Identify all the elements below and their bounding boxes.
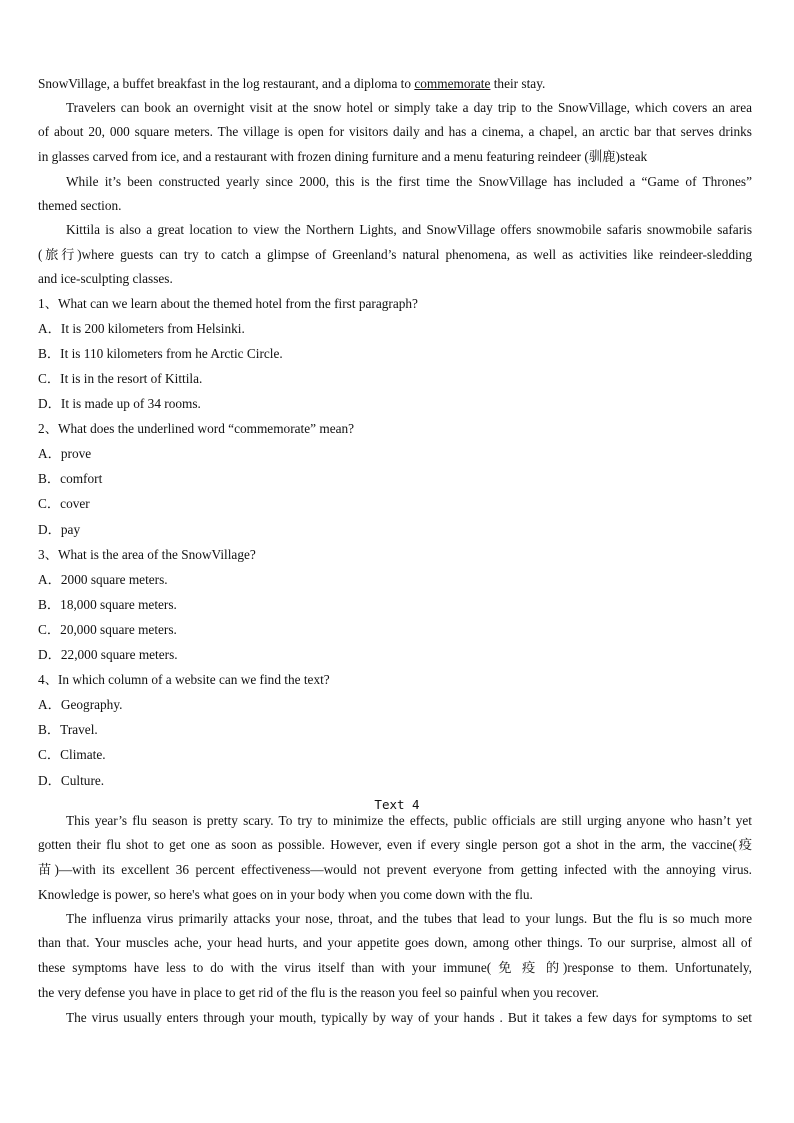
- text: their stay.: [490, 76, 546, 91]
- paragraph-line: Travelers can book an overnight visit at the snow hotel or simply take a day trip to the SnowVillage, which covers an area: [66, 100, 752, 115]
- question-3: 3、What is the area of the SnowVillage?: [38, 547, 256, 562]
- paragraph-line: Kittila is also a great location to view the Northern Lights, and SnowVillage offers snowmobile safaris snowmobile safaris: [66, 222, 752, 237]
- paragraph-line: The virus usually enters through your mouth, typically by way of your hands . But it takes a few days for symptoms to set: [66, 1010, 752, 1025]
- paragraph-line: While it’s been constructed yearly since 2000, this is the first time the SnowVillage has included a “Game of Thrones”: [66, 174, 752, 189]
- option-3b: B．18,000 square meters.: [38, 597, 177, 612]
- paragraph-line: Knowledge is power, so here's what goes on in your body when you come down with the flu.: [38, 887, 533, 902]
- option-4b: B．Travel.: [38, 722, 98, 737]
- paragraph-line: themed section.: [38, 198, 122, 213]
- paragraph-line: 苗)—with its excellent 36 percent effectiveness—would not prevent everyone from getting infected with the annoying virus.: [38, 862, 752, 877]
- option-1b: B．It is 110 kilometers from he Arctic Circle.: [38, 346, 283, 361]
- option-3a: A．2000 square meters.: [38, 572, 168, 587]
- paragraph-line: (旅行)where guests can try to catch a glimpse of Greenland’s natural phenomena, as well as activities like reindeer-sledding: [38, 247, 752, 262]
- option-1d: D．It is made up of 34 rooms.: [38, 396, 201, 411]
- option-4d: D．Culture.: [38, 773, 105, 788]
- option-2a: A．prove: [38, 446, 92, 461]
- option-2d: D．pay: [38, 522, 81, 537]
- option-2b: B．comfort: [38, 471, 103, 486]
- question-1: 1、What can we learn about the themed hotel from the first paragraph?: [38, 296, 418, 311]
- paragraph-line: the very defense you have in place to get rid of the flu is the reason you feel so painful when you recover.: [38, 985, 599, 1000]
- option-4c: C．Climate.: [38, 747, 106, 762]
- option-3d: D．22,000 square meters.: [38, 647, 178, 662]
- paragraph-line: The influenza virus primarily attacks your nose, throat, and the tubes that lead to your lungs. But the flu is so much more: [66, 911, 752, 926]
- paragraph-line: This year’s flu season is pretty scary. To try to minimize the effects, public officials are still urging anyone who hasn’t yet: [66, 813, 752, 828]
- option-1c: C．It is in the resort of Kittila.: [38, 371, 203, 386]
- option-2c: C．cover: [38, 496, 90, 511]
- paragraph-line: than that. Your muscles ache, your head hurts, and your appetite goes down, among other things. To our surprise, almost all of: [38, 935, 752, 950]
- question-4: 4、In which column of a website can we find the text?: [38, 672, 330, 687]
- paragraph-line: [38, 75, 752, 93]
- option-3c: C．20,000 square meters.: [38, 622, 177, 637]
- paragraph-line: these symptoms have less to do with the virus itself than with your immune( 免 疫 的)response to them. Unfortunately,: [38, 960, 752, 975]
- option-4a: A．Geography.: [38, 697, 123, 712]
- paragraph-line: gotten their flu shot to get one as soon as possible. However, even if every single person got a shot in the arm, the vaccine(疫: [38, 837, 752, 852]
- underlined-word: commemorate: [414, 76, 491, 91]
- question-2: 2、What does the underlined word “commemorate” mean?: [38, 421, 355, 436]
- paragraph-line: in glasses carved from ice, and a restaurant with frozen dining furniture and a menu featuring reindeer (驯鹿)steak: [38, 149, 648, 164]
- section-title: Text 4: [374, 797, 420, 812]
- text: SnowVillage, a buffet breakfast in the log restaurant, and a diploma to: [38, 76, 415, 91]
- paragraph-line: of about 20, 000 square meters. The village is open for visitors daily and has a cinema, a chapel, an arctic bar that serves drinks: [38, 124, 752, 139]
- paragraph-line: and ice-sculpting classes.: [38, 271, 173, 286]
- option-1a: A．It is 200 kilometers from Helsinki.: [38, 321, 245, 336]
